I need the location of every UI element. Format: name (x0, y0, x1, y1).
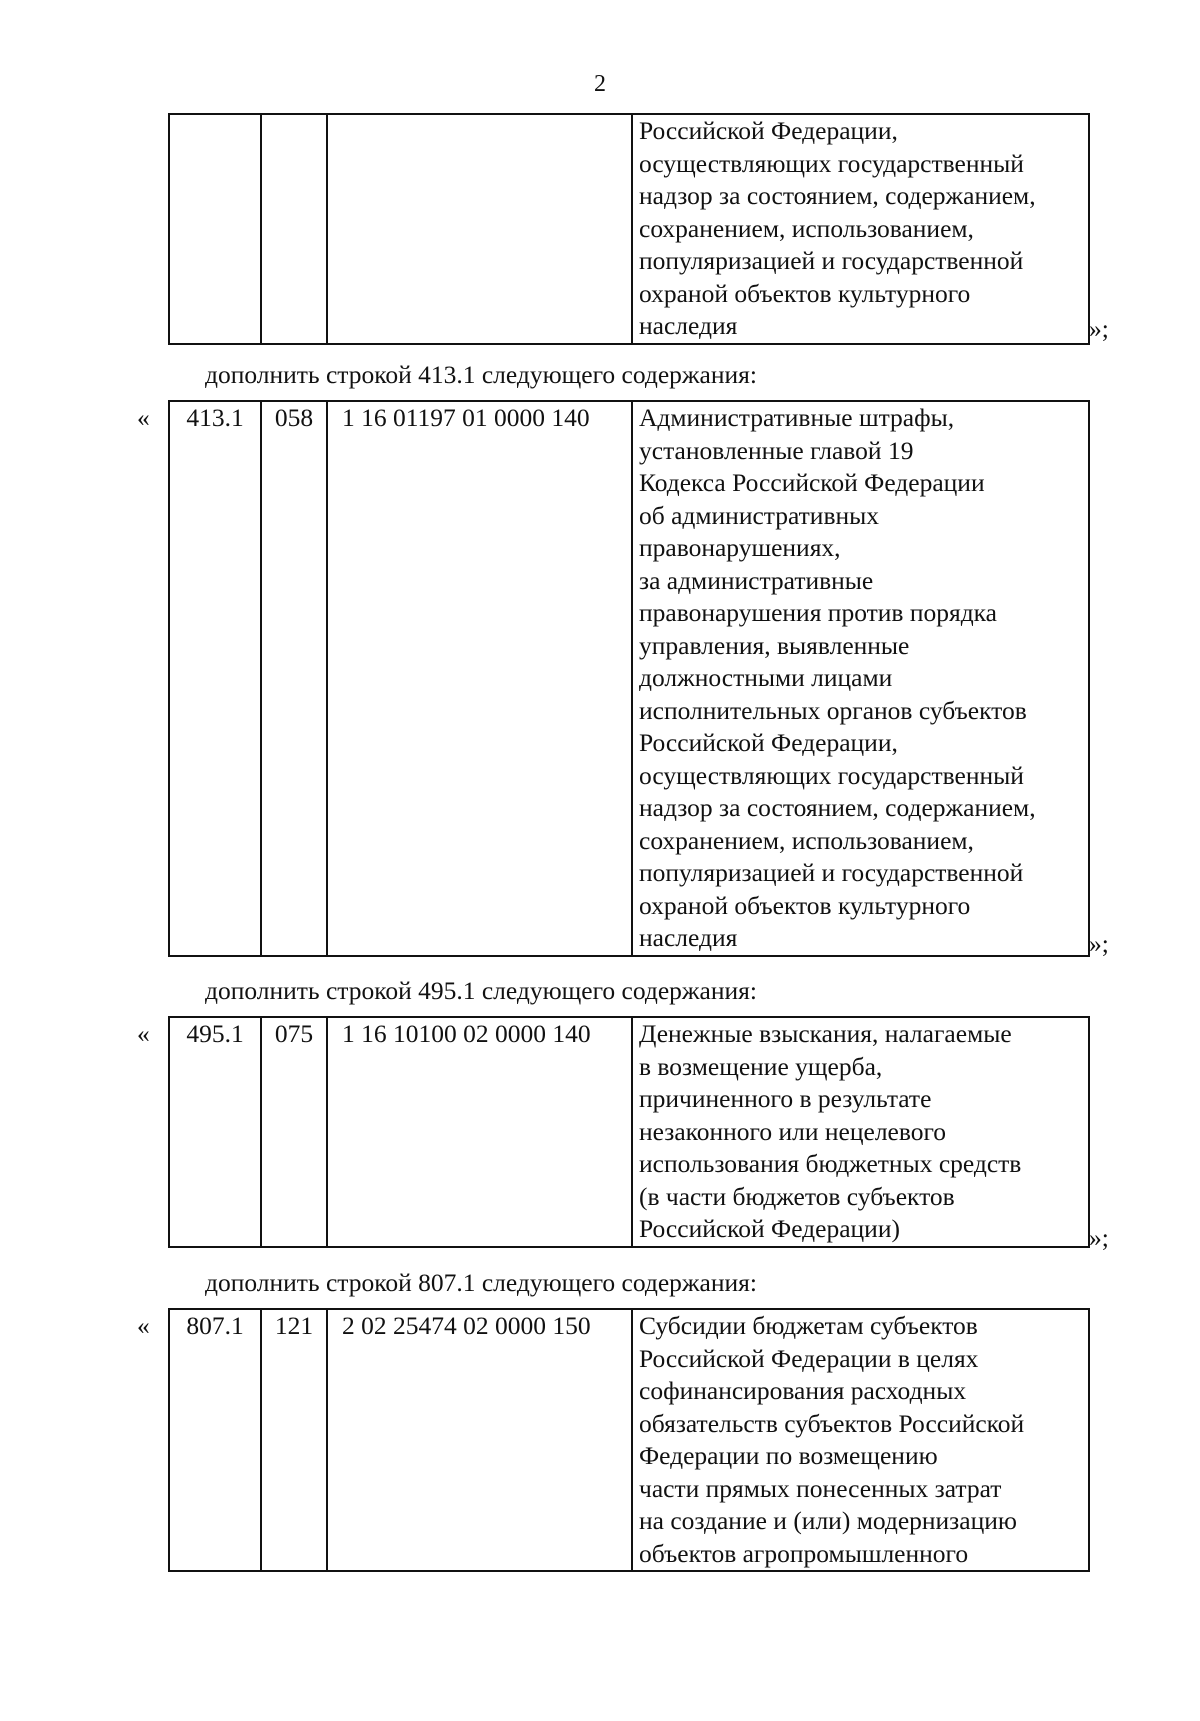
kbk-code-cell (327, 114, 632, 344)
table-row-413-1 (168, 400, 1090, 957)
row-number-cell: 413.1 (169, 401, 261, 956)
admin-code-cell: 058 (261, 401, 327, 956)
description-cell (632, 401, 1089, 956)
description-cell (632, 1017, 1089, 1247)
description-line: части прямых понесенных затрат (639, 1473, 1002, 1503)
description-line: Административные штрафы, (639, 403, 955, 432)
description-line: объектов агропромышленного (639, 1538, 969, 1568)
description-line: в возмещение ущерба, (639, 1051, 883, 1081)
description-cell (632, 114, 1089, 344)
description-line: осуществляющих государственный (639, 760, 1024, 790)
description-line: сохранением, использованием, (639, 213, 974, 243)
description-line: управления, выявленные (639, 630, 910, 660)
description-line: наследия (639, 311, 738, 340)
description-line: наследия (639, 923, 738, 952)
description-line: обязательств субъектов Российской (639, 1408, 1025, 1438)
description-line: Федерации по возмещению (639, 1441, 938, 1470)
description-line: популяризацией и государственной (639, 858, 1024, 887)
admin-code-cell: 075 (261, 1017, 327, 1247)
description-line: Субсидии бюджетам субъектов (639, 1311, 978, 1340)
description-line: надзор за состоянием, содержанием, (639, 793, 1036, 822)
description-line: (в части бюджетов субъектов (639, 1181, 955, 1211)
opening-quote: « (137, 1311, 150, 1340)
row-number-cell: 807.1 (169, 1309, 261, 1571)
description-line: установленные главой 19 (639, 435, 914, 465)
description-line: осуществляющих государственный (639, 148, 1024, 178)
description-line: Денежные взыскания, налагаемые (639, 1019, 1012, 1048)
opening-quote: « (137, 1019, 150, 1048)
admin-code-cell: 121 (261, 1309, 327, 1571)
closing-quote: »; (1089, 1223, 1109, 1252)
closing-quote: »; (1089, 929, 1109, 958)
description-line: надзор за состоянием, содержанием, (639, 181, 1036, 210)
instruction-paragraph: дополнить строкой 807.1 следующего содержания: (205, 1268, 757, 1297)
table-row-continued (168, 113, 1090, 345)
description-line: охраной объектов культурного (639, 890, 971, 920)
kbk-code-cell: 2 02 25474 02 0000 150 (327, 1309, 632, 1571)
description-line: исполнительных органов субъектов (639, 695, 1027, 725)
row-number-cell: 495.1 (169, 1017, 261, 1247)
description-line: на создание и (или) модернизацию (639, 1506, 1017, 1535)
opening-quote: « (137, 403, 150, 432)
table-row-495-1 (168, 1016, 1090, 1248)
kbk-code-cell: 1 16 10100 02 0000 140 (327, 1017, 632, 1247)
description-line: софинансирования расходных (639, 1376, 967, 1405)
description-line: Российской Федерации в целях (639, 1343, 979, 1373)
admin-code-cell (261, 114, 327, 344)
description-line: Российской Федерации) (639, 1214, 900, 1243)
instruction-paragraph: дополнить строкой 495.1 следующего содержания: (205, 976, 757, 1005)
closing-quote: »; (1089, 314, 1109, 343)
description-line: использования бюджетных средств (639, 1149, 1022, 1178)
row-number-cell (169, 114, 261, 344)
description-line: популяризацией и государственной (639, 246, 1024, 275)
description-line: за административные (639, 565, 874, 595)
table-row-807-1 (168, 1308, 1090, 1572)
instruction-paragraph: дополнить строкой 413.1 следующего содержания: (205, 360, 757, 389)
description-line: незаконного или нецелевого (639, 1116, 947, 1146)
description-line: Российской Федерации, (639, 116, 898, 145)
description-line: сохранением, использованием, (639, 825, 974, 855)
description-line: об административных (639, 500, 880, 530)
description-cell (632, 1309, 1089, 1571)
description-line: должностными лицами (639, 663, 893, 692)
description-line: охраной объектов культурного (639, 278, 971, 308)
description-line: причиненного в результате (639, 1084, 932, 1113)
description-line: правонарушения против порядка (639, 598, 997, 627)
page-number: 2 (594, 71, 606, 97)
description-line: правонарушениях, (639, 533, 841, 562)
description-line: Кодекса Российской Федерации (639, 468, 985, 497)
description-line: Российской Федерации, (639, 728, 898, 757)
kbk-code-cell: 1 16 01197 01 0000 140 (327, 401, 632, 956)
